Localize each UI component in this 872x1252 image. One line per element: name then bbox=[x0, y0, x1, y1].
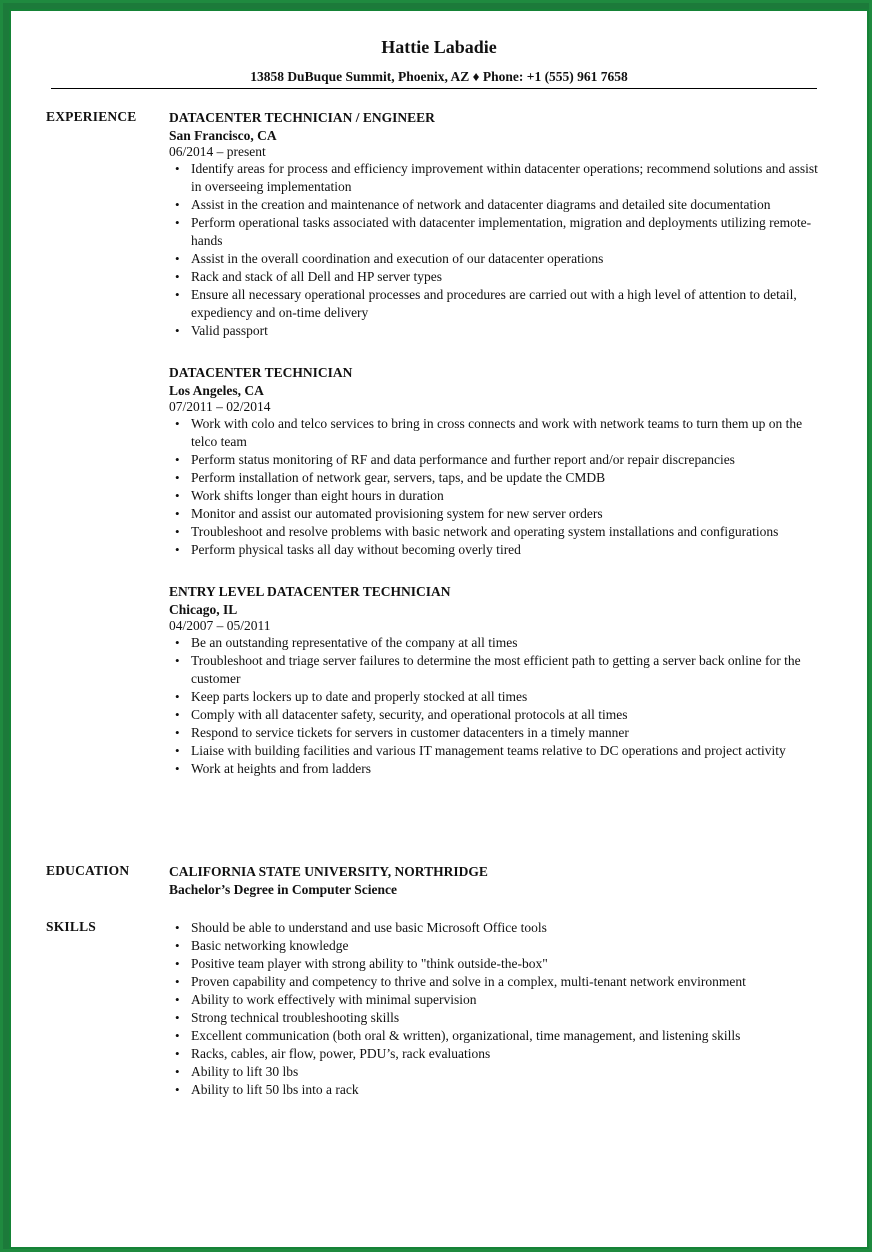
list-item: • Ability to lift 50 lbs into a rack bbox=[169, 1081, 829, 1099]
list-item: • Proven capability and competency to thrive and solve in a complex, multi-tenant network environment bbox=[169, 973, 829, 991]
experience-label: EXPERIENCE bbox=[46, 109, 137, 124]
job-bullets bbox=[169, 415, 829, 559]
job-bullets bbox=[169, 634, 829, 778]
job-title: DATACENTER TECHNICIAN bbox=[169, 365, 353, 380]
job-location: Los Angeles, CA bbox=[169, 383, 264, 398]
list-item: • Excellent communication (both oral & written), organizational, time management, and listening skills bbox=[169, 1027, 829, 1045]
list-item: • Strong technical troubleshooting skills bbox=[169, 1009, 829, 1027]
list-item: • Ensure all necessary operational processes and procedures are carried out with a high level of attention to detail, expediency and on-time delivery bbox=[169, 286, 829, 322]
job-dates: 06/2014 – present bbox=[169, 144, 266, 159]
skills-label: SKILLS bbox=[46, 919, 96, 934]
job-entry bbox=[169, 109, 829, 340]
list-item: • Troubleshoot and triage server failures to determine the most efficient path to getting a server back online for the customer bbox=[169, 652, 829, 688]
list-item: • Work with colo and telco services to bring in cross connects and work with network teams to turn them up on the telco team bbox=[169, 415, 829, 451]
list-item: • Perform operational tasks associated with datacenter implementation, migration and deployments utilizing remote-hands bbox=[169, 214, 829, 250]
job-dates: 04/2007 – 05/2011 bbox=[169, 618, 271, 633]
list-item: • Perform installation of network gear, servers, taps, and be update the CMDB bbox=[169, 469, 829, 487]
job-title: ENTRY LEVEL DATACENTER TECHNICIAN bbox=[169, 584, 451, 599]
list-item: • Racks, cables, air flow, power, PDU’s, rack evaluations bbox=[169, 1045, 829, 1063]
list-item: • Basic networking knowledge bbox=[169, 937, 829, 955]
list-item: • Work at heights and from ladders bbox=[169, 760, 829, 778]
job-title: DATACENTER TECHNICIAN / ENGINEER bbox=[169, 110, 435, 125]
applicant-name: Hattie Labadie bbox=[381, 37, 497, 57]
skills-list bbox=[169, 919, 829, 1099]
list-item: • Comply with all datacenter safety, security, and operational protocols at all times bbox=[169, 706, 829, 724]
list-item: • Assist in the overall coordination and execution of our datacenter operations bbox=[169, 250, 829, 268]
list-item: • Be an outstanding representative of the company at all times bbox=[169, 634, 829, 652]
education-section bbox=[169, 863, 829, 899]
job-dates: 07/2011 – 02/2014 bbox=[169, 399, 271, 414]
header-divider bbox=[51, 88, 817, 89]
skills-section bbox=[169, 919, 829, 1099]
list-item: • Valid passport bbox=[169, 322, 829, 340]
list-item: • Respond to service tickets for servers in customer datacenters in a timely manner bbox=[169, 724, 829, 742]
list-item: • Liaise with building facilities and various IT management teams relative to DC operations and project activity bbox=[169, 742, 829, 760]
list-item: • Keep parts lockers up to date and properly stocked at all times bbox=[169, 688, 829, 706]
degree: Bachelor’s Degree in Computer Science bbox=[169, 882, 397, 897]
contact-line: 13858 DuBuque Summit, Phoenix, AZ ♦ Phone: +1 (555) 961 7658 bbox=[250, 69, 628, 84]
list-item: • Ability to lift 30 lbs bbox=[169, 1063, 829, 1081]
job-bullets bbox=[169, 160, 829, 340]
list-item: • Rack and stack of all Dell and HP server types bbox=[169, 268, 829, 286]
list-item: • Perform status monitoring of RF and data performance and further report and/or repair discrepancies bbox=[169, 451, 829, 469]
job-location: Chicago, IL bbox=[169, 602, 238, 617]
list-item: • Ability to work effectively with minimal supervision bbox=[169, 991, 829, 1009]
school-name: CALIFORNIA STATE UNIVERSITY, NORTHRIDGE bbox=[169, 864, 488, 879]
list-item: • Assist in the creation and maintenance of network and datacenter diagrams and detailed site documentation bbox=[169, 196, 829, 214]
list-item: • Troubleshoot and resolve problems with basic network and operating system installations and configurations bbox=[169, 523, 829, 541]
experience-section bbox=[169, 109, 829, 778]
education-label: EDUCATION bbox=[46, 863, 130, 878]
job-entry bbox=[169, 364, 829, 559]
list-item: • Monitor and assist our automated provisioning system for new server orders bbox=[169, 505, 829, 523]
job-entry bbox=[169, 583, 829, 778]
job-location: San Francisco, CA bbox=[169, 128, 277, 143]
resume-page bbox=[9, 9, 869, 1249]
list-item: • Identify areas for process and efficiency improvement within datacenter operations; recommend solutions and assist in overseeing implementation bbox=[169, 160, 829, 196]
list-item: • Work shifts longer than eight hours in duration bbox=[169, 487, 829, 505]
list-item: • Positive team player with strong ability to "think outside-the-box" bbox=[169, 955, 829, 973]
list-item: • Should be able to understand and use basic Microsoft Office tools bbox=[169, 919, 829, 937]
list-item: • Perform physical tasks all day without becoming overly tired bbox=[169, 541, 829, 559]
